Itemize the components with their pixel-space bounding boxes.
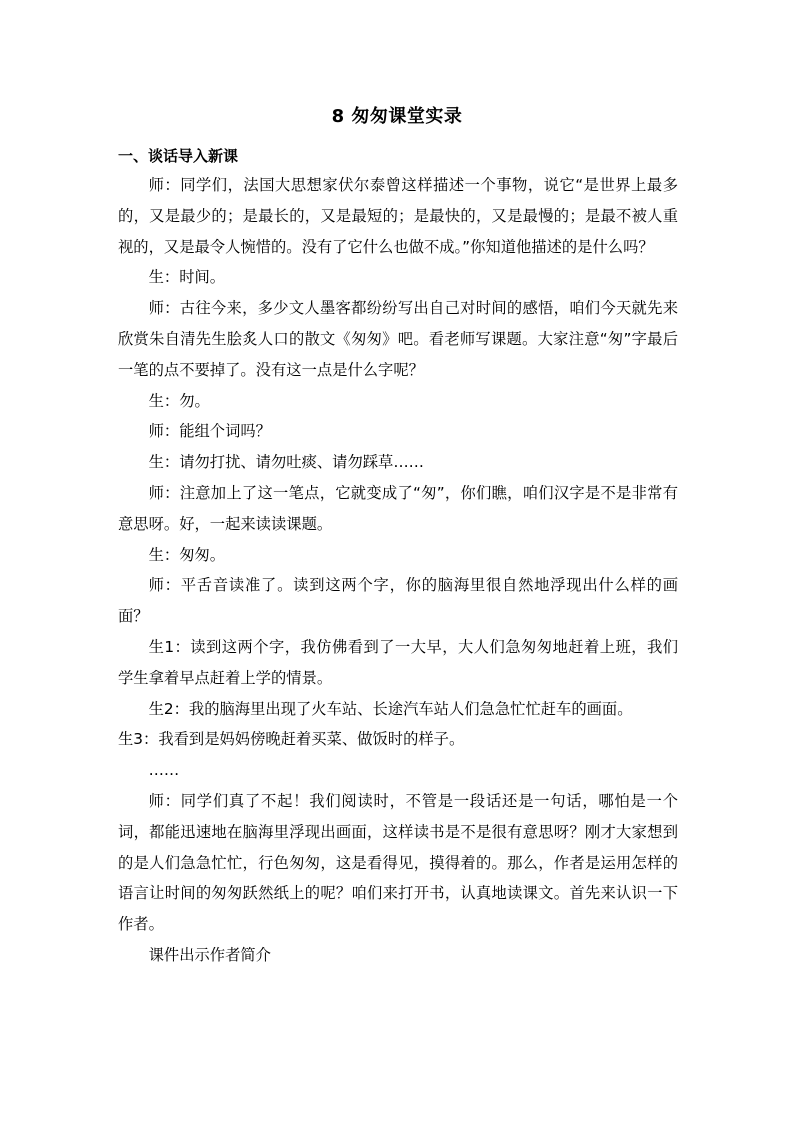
paragraph-student-answer: 生：匆匆。: [148, 545, 226, 564]
paragraph-teacher-explain: 师：注意加上了这一笔点，它就变成了“匆”，你们瞧，咱们汉字是不是非常有意思呀。好，一起来读读课题。: [118, 483, 678, 533]
page-title: 8 匆匆课堂实录: [331, 106, 463, 127]
paragraph-teacher-intro: 师：同学们，法国大思想家伏尔泰曾这样描述一个事物，说它“是世界上最多的，又是最少的；是最长的，又是最短的；是最快的，又是最慢的；是最不被人重视的，又是最令人惋惜的。没有了它什么也做不成。”你知道他描述的是什么吗？: [118, 176, 678, 256]
paragraph-ellipsis: ……: [148, 761, 180, 780]
paragraph-teacher-title: 师：古往今来，多少文人墨客都纷纷写出自己对时间的感悟，咱们今天就先来欣赏朱自清先生脍炙人口的散文《匆匆》吧。看老师写课题。大家注意“匆”字最后一笔的点不要掉了。没有这一点是什么字呢？: [118, 299, 678, 379]
paragraph-student-3: 生3：我看到是妈妈傍晚赶着买菜、做饭时的样子。: [118, 730, 465, 749]
document-body: [118, 170, 678, 971]
paragraph-student-2: 生2：我的脑海里出现了火车站、长途汽车站人们急急忙忙赶车的画面。: [148, 699, 633, 718]
paragraph-student-answer: 生：时间。: [148, 268, 226, 287]
paragraph-teacher-question: 师：能组个词吗？: [148, 422, 271, 441]
paragraph-teacher-summary: 师：同学们真了不起！我们阅读时，不管是一段话还是一句话，哪怕是一个词，都能迅速地在脑海里浮现出画面，这样读书是不是很有意思呀？刚才大家想到的是人们急急忙忙，行色匆匆，这是看得见，摸得着的。那么，作者是运用怎样的语言让时间的匆匆跃然纸上的呢？咱们来打开书，认真地读课文。首先来认识一下作者。: [118, 791, 678, 934]
paragraph-teacher-question: 师：平舌音读准了。读到这两个字，你的脑海里很自然地浮现出什么样的画面？: [118, 576, 678, 626]
paragraph-student-answer: 生：勿。: [148, 391, 210, 410]
paragraph-courseware-note: 课件出示作者简介: [148, 945, 271, 964]
section-heading: 一、谈话导入新课: [118, 147, 239, 165]
paragraph-student-answer: 生：请勿打扰、请勿吐痰、请勿踩草……: [148, 453, 424, 472]
paragraph-student-1: 生1：读到这两个字，我仿佛看到了一大早，大人们急匆匆地赶着上班，我们学生拿着早点赶着上学的情景。: [118, 637, 678, 687]
